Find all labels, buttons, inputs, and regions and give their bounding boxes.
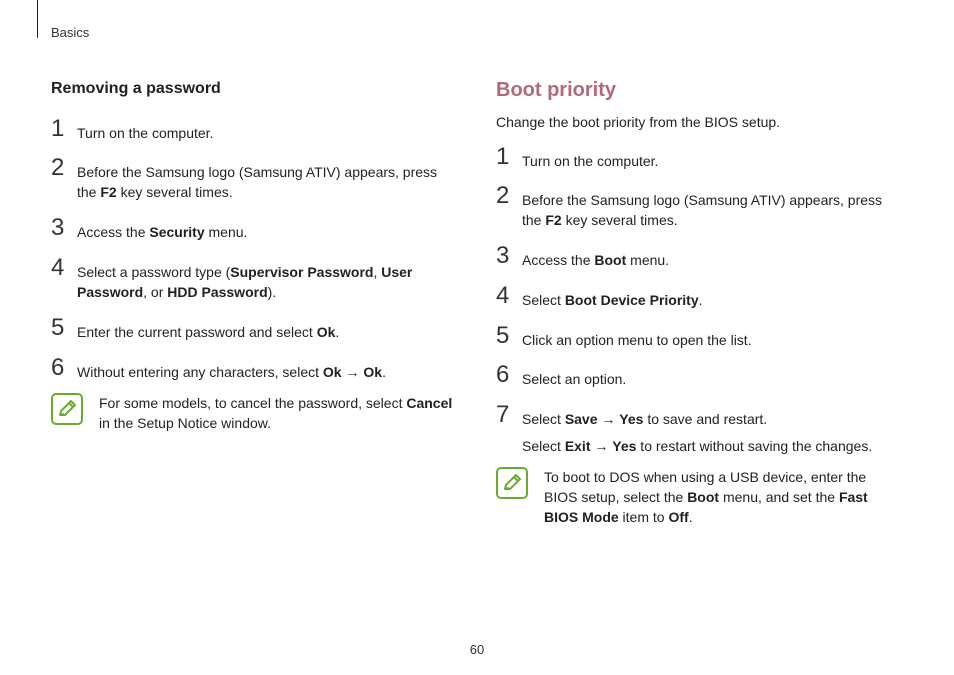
step-text: Click an option menu to open the list. (522, 332, 752, 348)
page-number: 60 (469, 642, 485, 657)
note-text: For some models, to cancel the password, select Cancel in the Setup Notice window. (99, 395, 453, 431)
step-number: 1 (51, 115, 65, 142)
step-text: Turn on the computer. (77, 125, 214, 141)
note-text: To boot to DOS when using a USB device, enter the BIOS setup, select the Boot menu, and set the Fast BIOS Mode item to Off. (544, 469, 868, 525)
step-number: 6 (496, 361, 510, 388)
step-text: Select a password type (Supervisor Password, User Password, or HDD Password). (77, 264, 413, 300)
step-number: 3 (496, 242, 510, 269)
step-text: Access the Boot menu. (522, 252, 670, 268)
step-text: Turn on the computer. (522, 153, 659, 169)
step-number: 7 (496, 401, 510, 428)
section-label: Basics (51, 25, 90, 40)
step-text: Before the Samsung logo (Samsung ATIV) appears, press the F2 key several times. (77, 164, 438, 200)
step-text: Access the Security menu. (77, 224, 248, 240)
step-number: 3 (51, 214, 65, 241)
step-text: Select Save → Yes to save and restart. (522, 411, 768, 427)
intro-text: Change the boot priority from the BIOS setup. (496, 114, 781, 130)
step-number: 1 (496, 143, 510, 170)
step-text: Select Boot Device Priority. (522, 292, 703, 308)
step-number: 4 (51, 254, 65, 281)
step-text: Before the Samsung logo (Samsung ATIV) appears, press the F2 key several times. (522, 192, 883, 228)
step-number: 2 (496, 182, 510, 209)
step-number: 5 (496, 322, 510, 349)
boot-priority-heading: Boot priority (496, 79, 616, 101)
step-text: Select an option. (522, 371, 627, 387)
note-pencil-icon (496, 467, 528, 499)
step-number: 4 (496, 282, 510, 309)
corner-line (37, 0, 38, 38)
removing-password-heading: Removing a password (51, 80, 221, 97)
step-text: Enter the current password and select Ok. (77, 324, 340, 340)
step-7-alternative: Select Exit → Yes to restart without saving the changes. (522, 438, 873, 454)
step-number: 2 (51, 154, 65, 181)
step-number: 6 (51, 354, 65, 381)
note-pencil-icon (51, 393, 83, 425)
step-number: 5 (51, 314, 65, 341)
step-text: Without entering any characters, select Ok → Ok. (77, 364, 386, 380)
